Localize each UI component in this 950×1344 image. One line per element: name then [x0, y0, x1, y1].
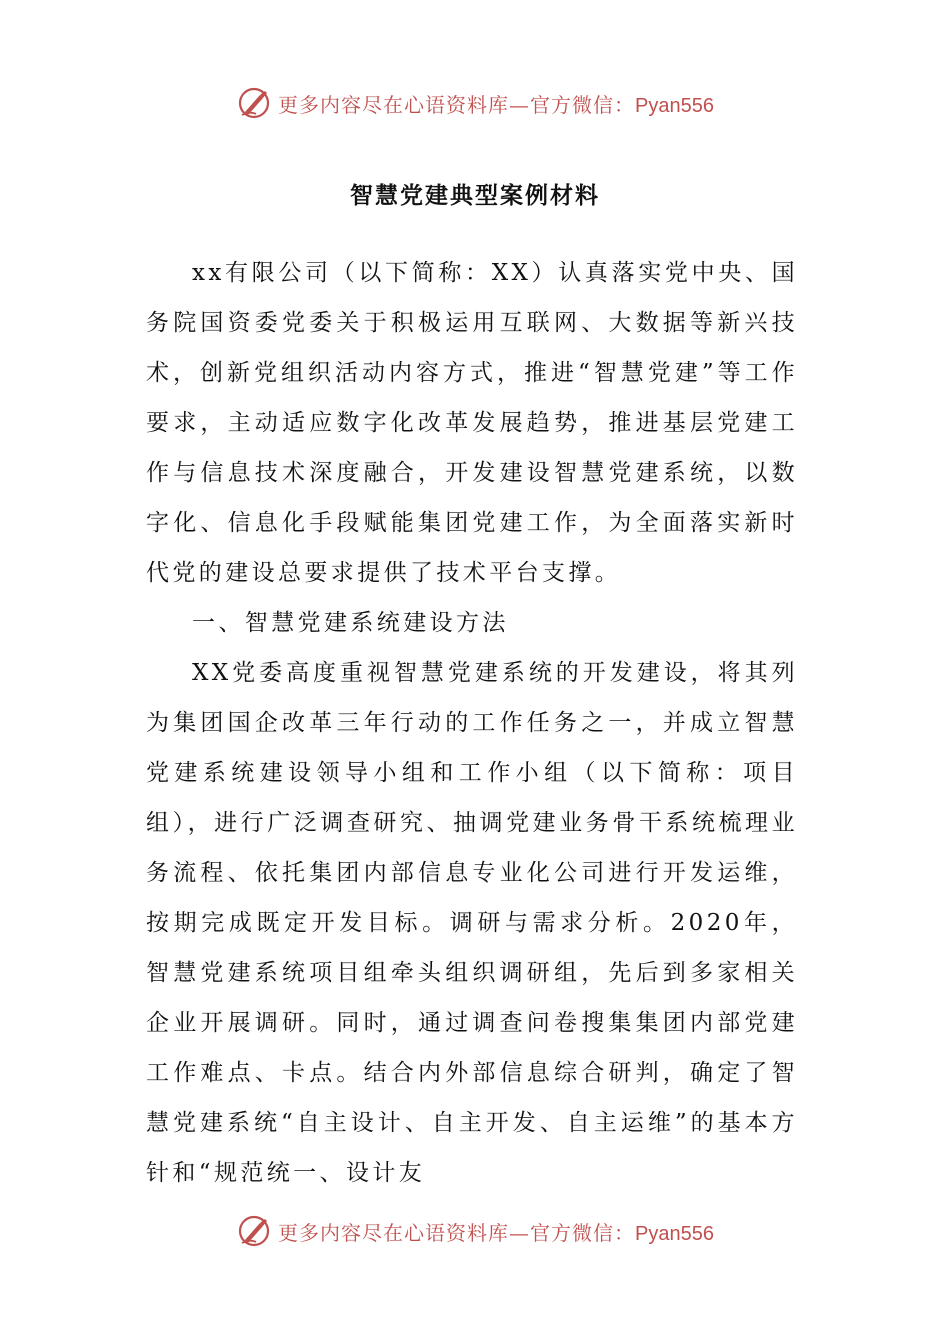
watermark-text: 更多内容尽在心语资料库—官方微信：Pyan556 [278, 92, 714, 117]
watermark-wechat-id: Pyan556 [635, 94, 714, 117]
paragraph-intro: xx有限公司（以下简称：XX）认真落实党中央、国务院国资委党委关于积极运用互联网、大数据等新兴技术，创新党组织活动内容方式，推进“智慧党建”等工作要求，主动适应数字化改革发展趋势，推进基层党建工作与信息技术深度融合，开发建设智慧党建系统，以数字化、信息化手段赋能集团党建工作，为全面落实新时代党的建设总要求提供了技术平台支撑。 [146, 260, 798, 586]
pen-logo-icon [236, 1213, 272, 1249]
paragraph-method: XX党委高度重视智慧党建系统的开发建设，将其列为集团国企改革三年行动的工作任务之一，并成立智慧党建系统建设领导小组和工作小组（以下简称：项目组），进行广泛调查研究、抽调党建业务骨干系统梳理业务流程、依托集团内部信息专业化公司进行开发运维，按期完成既定开发目标。调研与需求分析。2020年，智慧党建系统项目组牵头组织调研组，先后到多家相关企业开展调研。同时，通过调查问卷搜集集团内部党建工作难点、卡点。结合内外部信息综合研判，确定了智慧党建系统“自主设计、自主开发、自主运维”的基本方针和“规范统一、设计友 [146, 660, 798, 1186]
watermark-footer [0, 1211, 950, 1251]
document-body [146, 248, 798, 1198]
document-title: 智慧党建典型案例材料 [350, 183, 600, 209]
pen-logo-icon [236, 85, 272, 121]
watermark-header [0, 83, 950, 123]
watermark-wechat-id: Pyan556 [635, 1222, 714, 1245]
watermark-text: 更多内容尽在心语资料库—官方微信：Pyan556 [278, 1220, 714, 1245]
section-heading: 一、智慧党建系统建设方法 [192, 610, 509, 636]
